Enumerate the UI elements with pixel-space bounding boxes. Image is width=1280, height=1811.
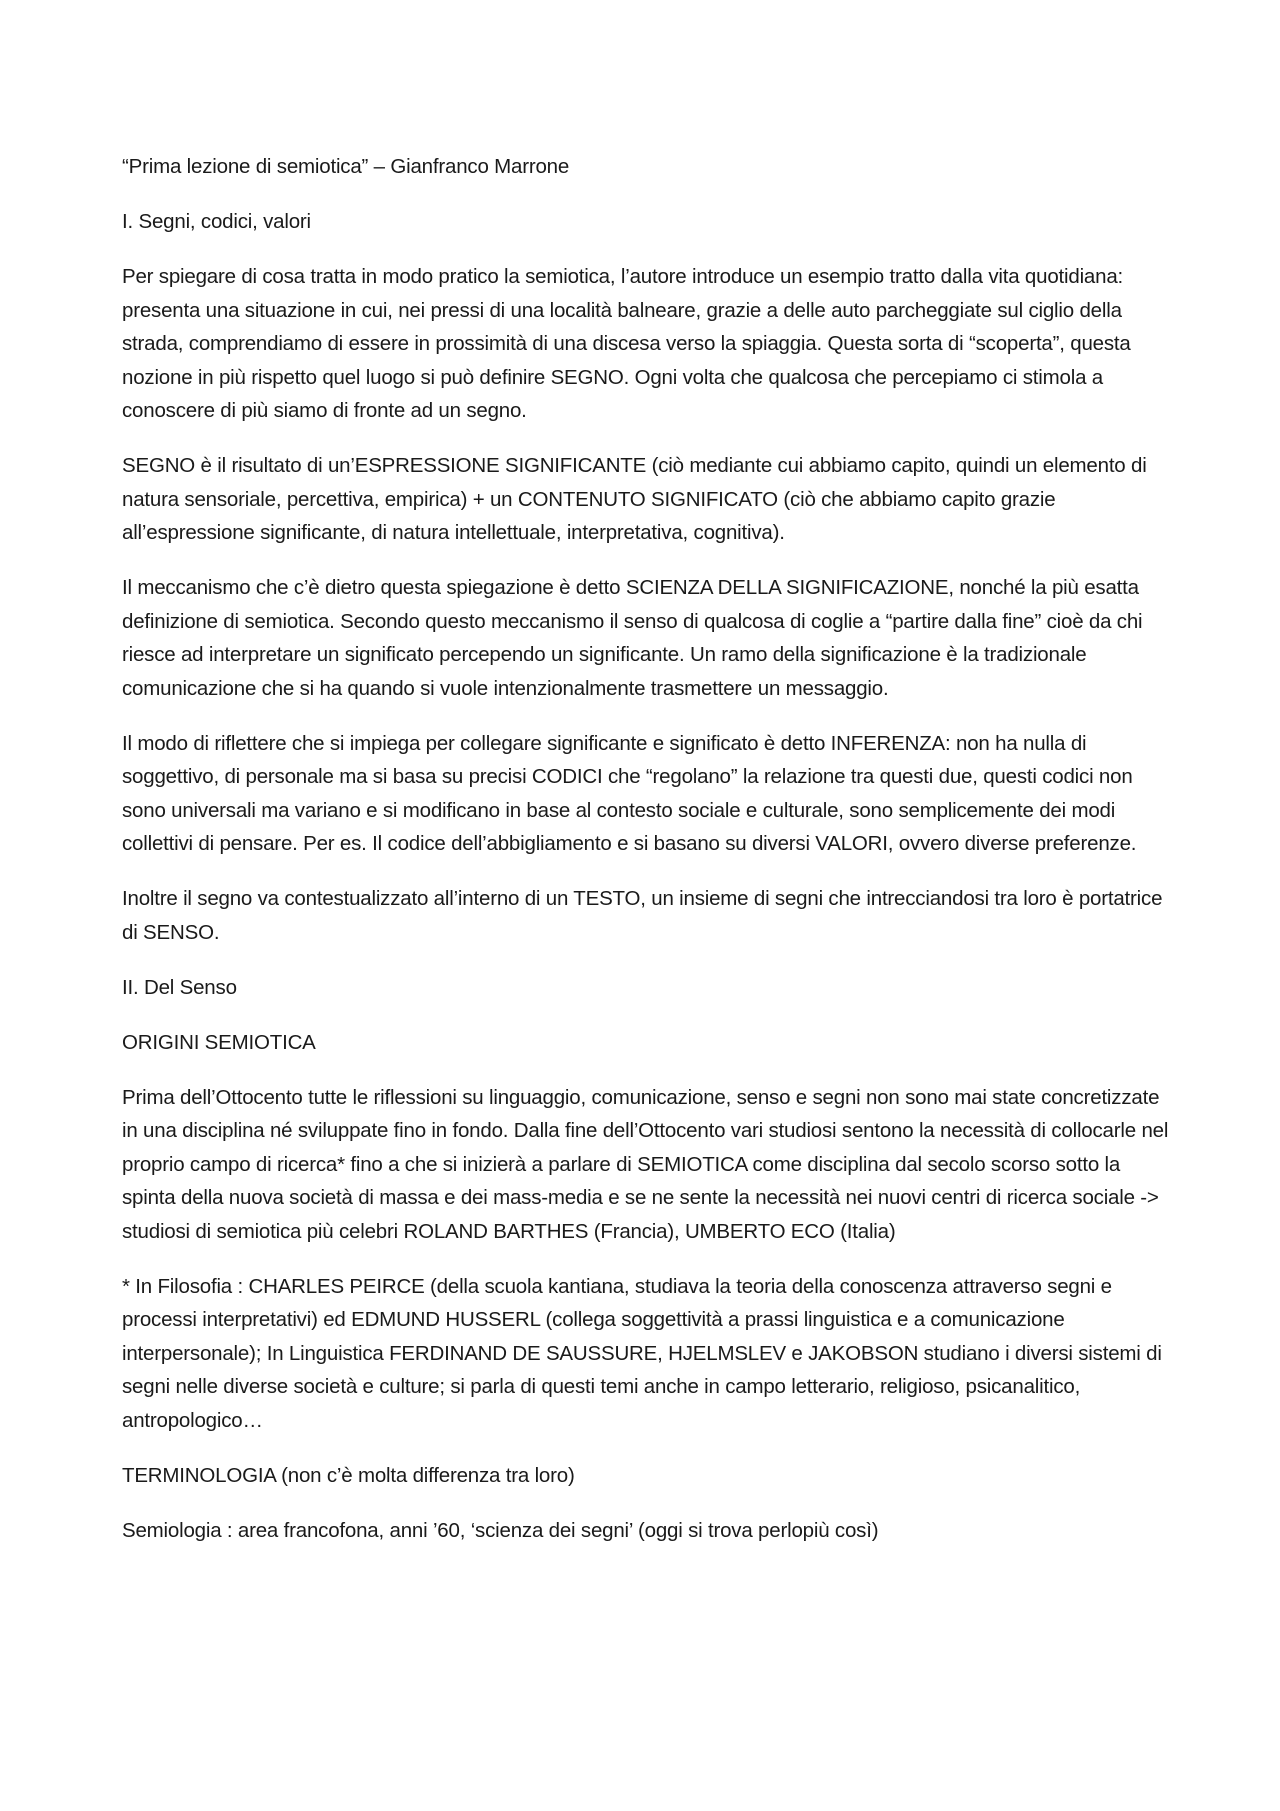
paragraph-8: Semiologia : area francofona, anni ’60, ‘scienza dei segni’ (oggi si trova perlopiù così) xyxy=(122,1518,879,1542)
paragraph-5: Inoltre il segno va contestualizzato all’interno di un TESTO, un insieme di segni che intrecciandosi tra loro è portatrice di SENSO. xyxy=(122,887,1163,944)
paragraph-7: * In Filosofia : CHARLES PEIRCE (della scuola kantiana, studiava la teoria della conoscenza attraverso segni e processi interpretativi) ed EDMUND HUSSERL (collega soggettività a prassi linguistica e a comunicazione interpersonale); In Linguistica FERDINAND DE SAUSSURE, HJELMSLEV e JAKOBSON studiano i diversi sistemi di segni nelle diverse società e culture; si parla di questi temi anche in campo letterario, religioso, psicanalitico, antropologico… xyxy=(122,1274,1162,1432)
paragraph-1: Per spiegare di cosa tratta in modo pratico la semiotica, l’autore introduce un esempio tratto dalla vita quotidiana: presenta una situazione in cui, nei pressi di una località balneare, grazie a delle auto parcheggiate sul ciglio della strada, comprendiamo di essere in prossimità di una discesa verso la spiaggia. Questa sorta di “scoperta”, questa nozione in più rispetto quel luogo si può definire SEGNO. Ogni volta che qualcosa che percepiamo ci stimola a conoscere di più siamo di fronte ad un segno. xyxy=(122,265,1131,422)
section-heading-segni-codici-valori: I. Segni, codici, valori xyxy=(122,210,311,233)
subheading-terminologia: TERMINOLOGIA (non c’è molta differenza tra loro) xyxy=(122,1463,575,1487)
paragraph-6: Prima dell’Ottocento tutte le riflessioni su linguaggio, comunicazione, senso e segni non sono mai state concretizzate in una disciplina né sviluppate fino in fondo. Dalla fine dell’Ottocento vari studiosi sentono la necessità di collocarle nel proprio campo di ricerca* fino a che si inizierà a parlare di SEMIOTICA come disciplina dal secolo scorso sotto la spinta della nuova società di massa e dei mass-media e se ne sente la necessità nei nuovi centri di ricerca sociale -> studiosi di semiotica più celebri ROLAND BARTHES (Francia), UMBERTO ECO (Italia) xyxy=(122,1085,1169,1243)
document-title: “Prima lezione di semiotica” – Gianfranco Marrone xyxy=(122,155,570,178)
subheading-origini-semiotica: ORIGINI SEMIOTICA xyxy=(122,1030,316,1054)
section-heading-del-senso: II. Del Senso xyxy=(122,975,237,999)
paragraph-4: Il modo di riflettere che si impiega per collegare significante e significato è detto INFERENZA: non ha nulla di soggettivo, di personale ma si basa su precisi CODICI che “regolano” la relazione tra questi due, questi codici non sono universali ma variano e si modificano in base al contesto sociale e culturale, sono semplicemente dei modi collettivi di pensare. Per es. Il codice dell’abbigliamento e si basano su diversi VALORI, ovvero diverse preferenze. xyxy=(122,731,1137,855)
paragraph-3: Il meccanismo che c’è dietro questa spiegazione è detto SCIENZA DELLA SIGNIFICAZIONE, nonché la più esatta definizione di semiotica. Secondo questo meccanismo il senso di qualcosa di coglie a “partire dalla fine” cioè da chi riesce ad interpretare un significato percependo un significante. Un ramo della significazione è la tradizionale comunicazione che si ha quando si vuole intenzionalmente trasmettere un messaggio. xyxy=(122,576,1143,700)
paragraph-2: SEGNO è il risultato di un’ESPRESSIONE SIGNIFICANTE (ciò mediante cui abbiamo capito, quindi un elemento di natura sensoriale, percettiva, empirica) + un CONTENUTO SIGNIFICATO (ciò che abbiamo capito grazie all’espressione significante, di natura intellettuale, interpretativa, cognitiva). xyxy=(122,454,1147,544)
document-page xyxy=(122,150,1172,1569)
